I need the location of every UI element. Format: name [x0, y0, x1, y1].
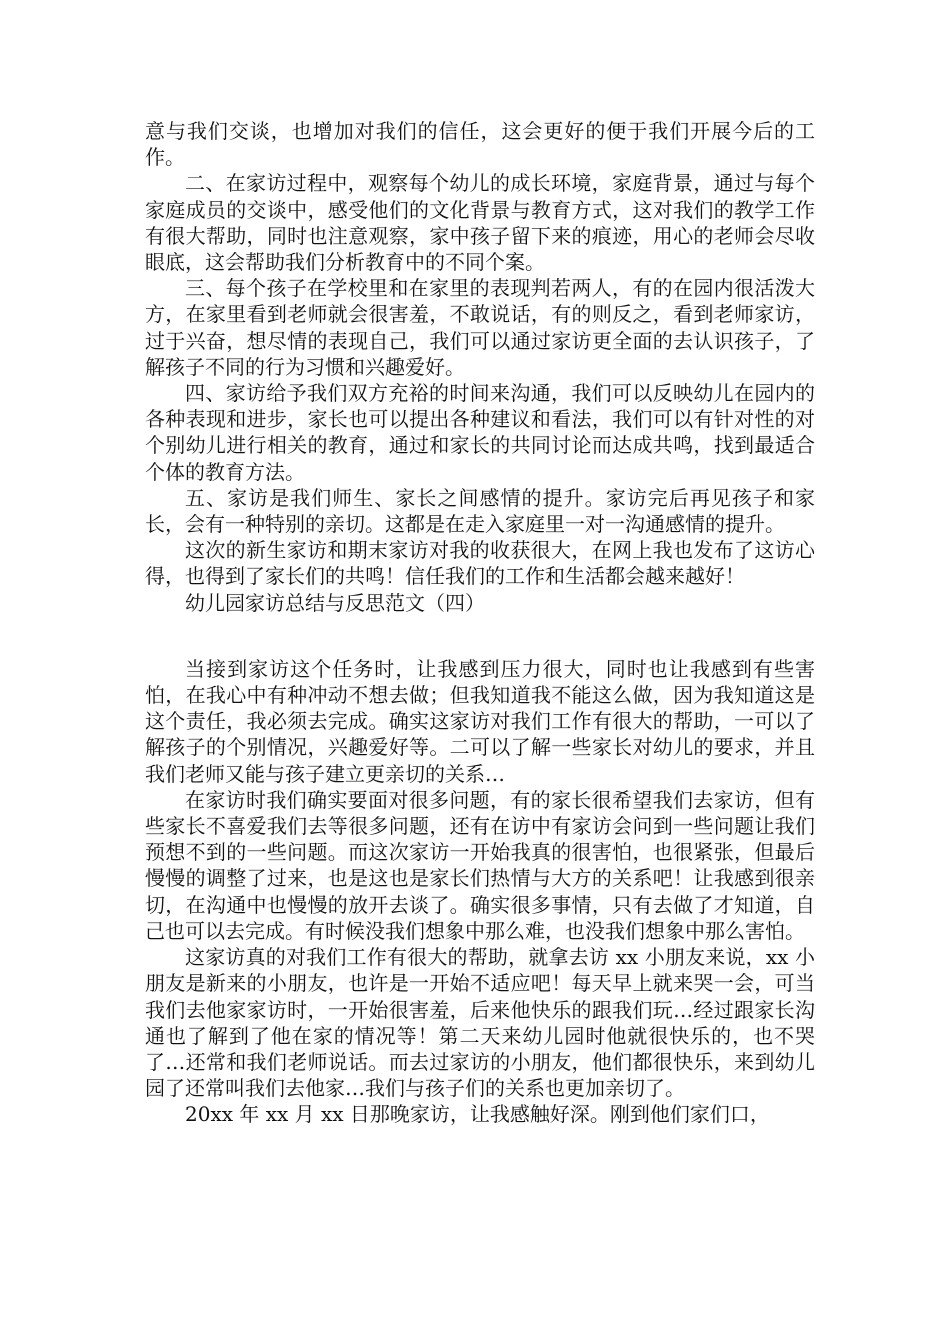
section-title: 幼儿园家访总结与反思范文（四）: [185, 590, 485, 615]
section-spacer: [145, 616, 815, 656]
paragraph-example: 这家访真的对我们工作有很大的帮助，就拿去访 xx 小朋友来说，xx 小朋友是新来的小朋友，也许是一开始不适应吧！每天早上就来哭一会，可当我们去他家家访时，一开始很害羞，后来他快乐的跟我们玩…经过跟家长沟通也了解到了他在家的情况等！第二天来幼儿园时他就很快乐的，也不哭了…还常和我们老师说话。而去过家访的小朋友，他们都很快乐，来到幼儿园了还常叫我们去他家…我们与孩子们的关系也更加亲切了。: [145, 945, 815, 1101]
paragraph-evening-visit: 20xx 年 xx 月 xx 日那晚家访，让我感触好深。刚到他们家们口，: [185, 1102, 770, 1127]
paragraph-point-five: 五、家访是我们师生、家长之间感情的提升。家访完后再见孩子和家长，会有一种特别的亲切。这都是在走入家庭里一对一沟通感情的提升。: [145, 485, 815, 537]
paragraph-point-three: 三、每个孩子在学校里和在家里的表现判若两人，有的在园内很活泼大方，在家里看到老师就会很害羞，不敢说话，有的则反之，看到老师家访，过于兴奋，想尽情的表现自己，我们可以通过家访更全面的去认识孩子，了解孩子不同的行为习惯和兴趣爱好。: [145, 276, 815, 379]
paragraph-conclusion: 这次的新生家访和期末家访对我的收获很大，在网上我也发布了这访心得，也得到了家长们的共鸣！信任我们的工作和生活都会越来越好！: [145, 538, 815, 589]
paragraph-point-two: 二、在家访过程中，观察每个幼儿的成长环境，家庭背景，通过与每个家庭成员的交谈中，感受他们的文化背景与教育方式，这对我们的教学工作有很大帮助，同时也注意观察，家中孩子留下来的痕迹，用心的老师会尽收眼底，这会帮助我们分析教育中的不同个案。: [145, 171, 815, 275]
document-body: [145, 118, 815, 1128]
paragraph-continuation: 意与我们交谈，也增加对我们的信任，这会更好的便于我们开展今后的工作。: [145, 119, 815, 170]
paragraph-intro: 当接到家访这个任务时，让我感到压力很大，同时也让我感到有些害怕，在我心中有种冲动不想去做；但我知道我不能这么做，因为我知道这是这个责任，我必须去完成。确实这家访对我们工作有很大的帮助，一可以了解孩子的个别情况，兴趣爱好等。二可以了解一些家长对幼儿的要求，并且我们老师又能与孩子建立更亲切的关系…: [145, 656, 815, 786]
paragraph-problems: 在家访时我们确实要面对很多问题，有的家长很希望我们去家访，但有些家长不喜爱我们去等很多问题，还有在访中有家访会问到一些问题让我们预想不到的一些问题。而这次家访一开始我真的很害怕，也很紧张，但最后慢慢的调整了过来，也是这也是家长们热情与大方的关系吧！让我感到很亲切，在沟通中也慢慢的放开去谈了。确实很多事情，只有去做了才知道，自己也可以去完成。有时候没我们想象中那么难，也没我们想象中那么害怕。: [145, 787, 815, 943]
paragraph-point-four: 四、家访给予我们双方充裕的时间来沟通，我们可以反映幼儿在园内的各种表现和进步，家长也可以提出各种建议和看法，我们可以有针对性的对个别幼儿进行相关的教育，通过和家长的共同讨论而达成共鸣，找到最适合个体的教育方法。: [145, 381, 815, 484]
